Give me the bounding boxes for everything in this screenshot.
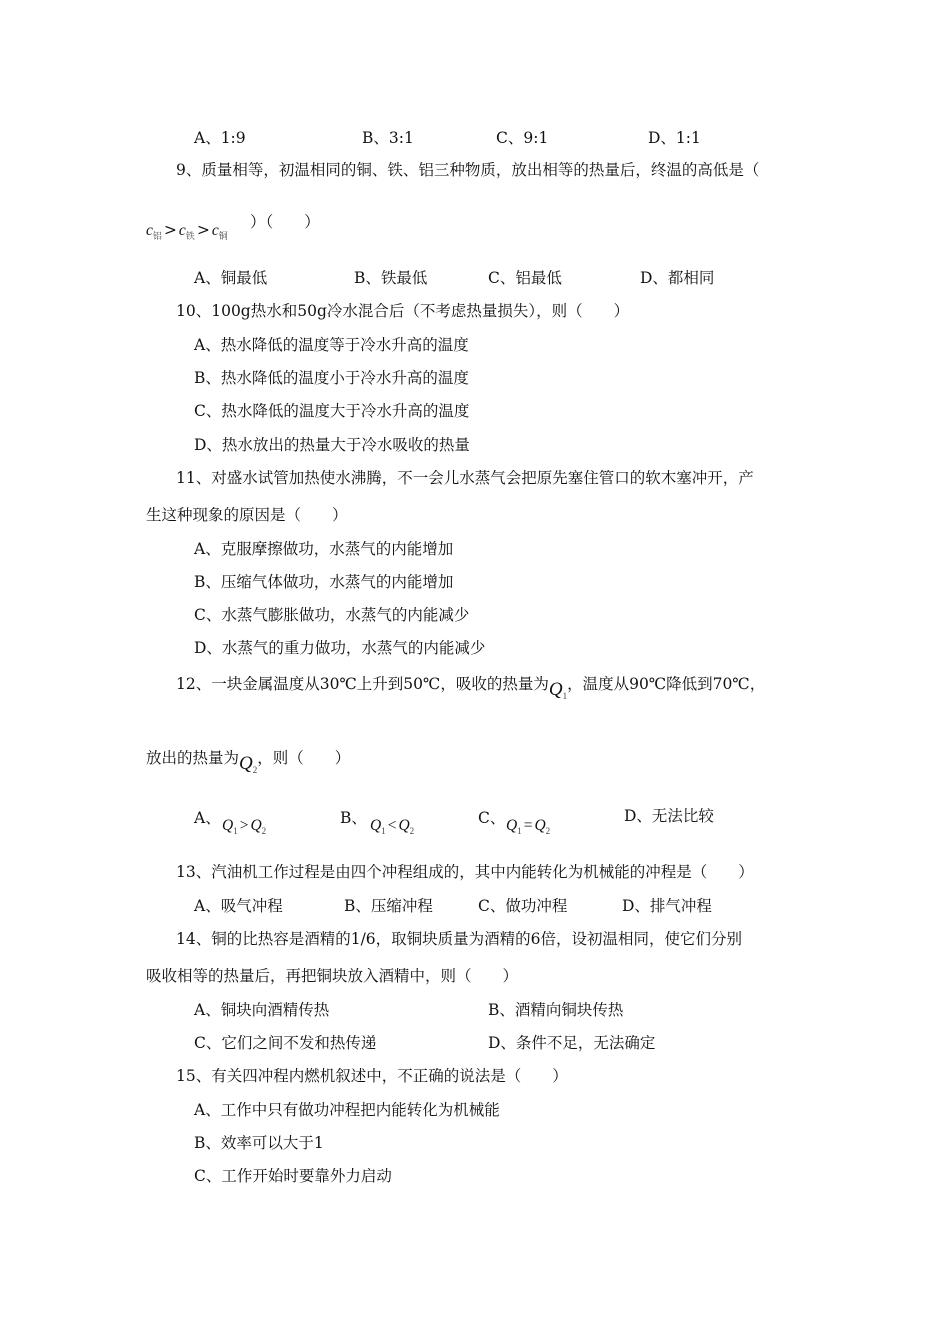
q11-option-c: C、水蒸气膨胀做功，水蒸气的内能减少: [194, 606, 470, 624]
q14-option-c: C、它们之间不发和热传递: [194, 1034, 377, 1052]
q14-stem-line2: 吸收相等的热量后，再把铜块放入酒精中，则（ ）: [146, 967, 519, 985]
q13-option-c: C、做功冲程: [478, 897, 568, 915]
q9-c-cu: $c_铜$: [211, 222, 228, 241]
q8-option-d: D、1:1: [648, 129, 701, 147]
q9-stem: 9、质量相等，初温相同的铜、铁、铝三种物质，放出相等的热量后，终温的高低是（: [176, 161, 760, 179]
q15-option-b: B、效率可以大于1: [194, 1134, 324, 1152]
q9-formula: $c_铝 > c_铁 > c_铜$: [146, 221, 228, 241]
q8-option-c: C、9:1: [496, 129, 549, 147]
q13-option-b: B、压缩冲程: [344, 897, 433, 915]
q10-option-c: C、热水降低的温度大于冷水升高的温度: [194, 402, 470, 420]
q15-stem: 15、有关四冲程内燃机叙述中，不正确的说法是（ ）: [176, 1067, 568, 1085]
q13-option-a: A、吸气冲程: [194, 897, 283, 915]
q9-answer-blank: ）（ ）: [250, 213, 320, 231]
q11-option-a: A、克服摩擦做功，水蒸气的内能增加: [194, 540, 454, 558]
q12-option-a-label: A、: [194, 809, 221, 827]
q12-option-a-formula: $Q_1 > Q_2$: [222, 817, 267, 836]
q14-stem-line1: 14、铜的比热容是酒精的1/6，取铜块质量为酒精的6倍，设初温相同，使它们分别: [176, 930, 743, 948]
q8-option-b: B、3:1: [362, 129, 414, 147]
q14-option-d: D、条件不足，无法确定: [488, 1034, 656, 1052]
q14-option-b: B、酒精向铜块传热: [488, 1001, 624, 1019]
q12-option-c-label: C、: [478, 809, 506, 827]
q12-q1: $Q_1$: [548, 679, 568, 701]
q11-stem-line1: 11、对盛水试管加热使水沸腾，不一会儿水蒸气会把原先塞住管口的软木塞冲开，产: [176, 469, 754, 487]
q15-option-a: A、工作中只有做功冲程把内能转化为机械能: [194, 1101, 500, 1119]
q9-option-b: B、铁最低: [354, 269, 428, 287]
q10-option-d: D、热水放出的热量大于冷水吸收的热量: [194, 436, 470, 454]
q9-option-a: A、铜最低: [194, 269, 268, 287]
q12-option-b-formula: $Q_1 < Q_2$: [370, 817, 415, 836]
q12-stem-line2: 放出的热量为$Q_2$，则（ ）: [146, 749, 351, 775]
q10-option-a: A、热水降低的温度等于冷水升高的温度: [194, 336, 469, 354]
q12-option-d: D、无法比较: [624, 807, 714, 825]
q11-stem-line2: 生这种现象的原因是（ ）: [146, 506, 348, 524]
q9-c-al: $c_铝$: [146, 222, 162, 241]
q10-option-b: B、热水降低的温度小于冷水升高的温度: [194, 369, 469, 387]
q14-option-a: A、铜块向酒精传热: [194, 1001, 330, 1019]
q12-option-b-label: B、: [340, 809, 367, 827]
q11-option-b: B、压缩气体做功，水蒸气的内能增加: [194, 573, 454, 591]
q9-option-d: D、都相同: [640, 269, 715, 287]
q9-option-c: C、铝最低: [488, 269, 562, 287]
q9-c-fe: $c_铁$: [178, 222, 195, 241]
q12-option-c-formula: $Q_1 = Q_2$: [506, 817, 551, 836]
q13-stem: 13、汽油机工作过程是由四个冲程组成的，其中内能转化为机械能的冲程是（ ）: [176, 863, 754, 881]
q15-option-c: C、工作开始时要靠外力启动: [194, 1167, 392, 1185]
q12-stem-line1: 12、一块金属温度从30℃上升到50℃，吸收的热量为$Q_1$，温度从90℃降低到70℃，: [176, 675, 766, 701]
q8-option-a: A、1:9: [194, 129, 246, 147]
q11-option-d: D、水蒸气的重力做功，水蒸气的内能减少: [194, 639, 486, 657]
q10-stem: 10、100g热水和50g冷水混合后（不考虑热量损失），则（ ）: [176, 302, 630, 320]
q13-option-d: D、排气冲程: [622, 897, 712, 915]
q12-q2: $Q_2$: [239, 753, 258, 775]
